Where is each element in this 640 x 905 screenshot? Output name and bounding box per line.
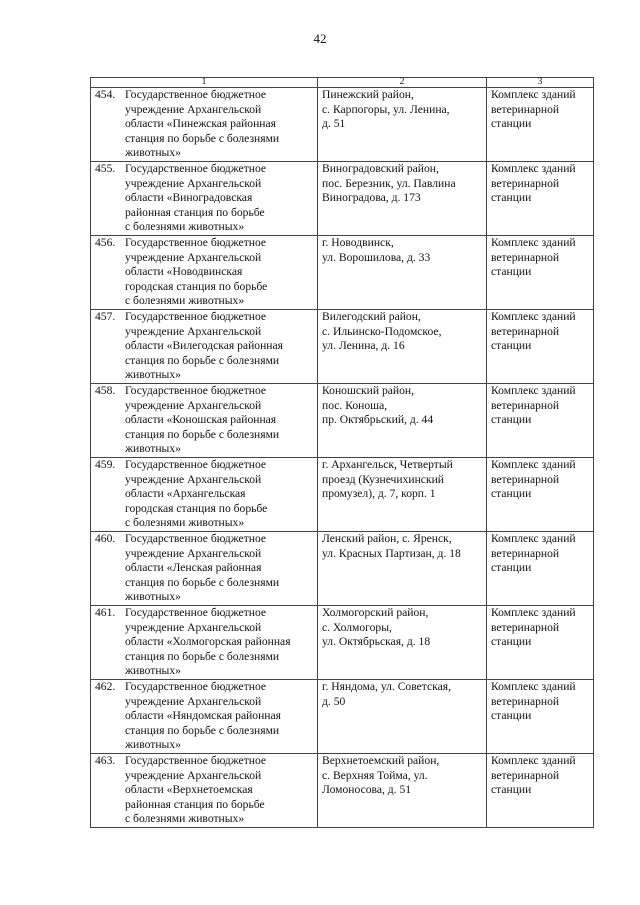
object-cell: Комплекс зданий ветеринарной станции: [487, 310, 594, 384]
column-header-2: 2: [318, 78, 487, 88]
organization-cell: [91, 606, 318, 680]
organization-cell: [91, 310, 318, 384]
object-cell: Комплекс зданий ветеринарной станции: [487, 458, 594, 532]
object-cell: Комплекс зданий ветеринарной станции: [487, 532, 594, 606]
object-cell: Комплекс зданий ветеринарной станции: [487, 754, 594, 828]
column-header-3: 3: [487, 78, 594, 88]
table-row: [91, 310, 594, 384]
row-number: 459.: [95, 458, 116, 471]
organization-cell: [91, 754, 318, 828]
object-cell: Комплекс зданий ветеринарной станции: [487, 384, 594, 458]
organization-name: Государственное бюджетное учреждение Архангельской области «Архангельская городская станция по борьбе с болезнями животных»: [125, 458, 268, 530]
table-row: [91, 236, 594, 310]
row-number: 454.: [95, 88, 116, 101]
organization-cell: [91, 532, 318, 606]
table-row: [91, 162, 594, 236]
table-row: [91, 458, 594, 532]
address-cell: Ленский район, с. Яренск, ул. Красных Партизан, д. 18: [318, 532, 487, 606]
organization-name: Государственное бюджетное учреждение Архангельской области «Няндомская районная станция по борьбе с болезнями животных»: [125, 680, 281, 752]
organization-name: Государственное бюджетное учреждение Архангельской области «Новодвинская городская станция по борьбе с болезнями животных»: [125, 236, 268, 308]
organization-cell: [91, 88, 318, 162]
address-cell: Холмогорский район, с. Холмогоры, ул. Октябрьская, д. 18: [318, 606, 487, 680]
organization-cell: [91, 680, 318, 754]
organization-cell: [91, 458, 318, 532]
table-row: [91, 384, 594, 458]
organization-name: Государственное бюджетное учреждение Архангельской области «Пинежская районная станция по борьбе с болезнями животных»: [125, 88, 280, 160]
table-row: [91, 606, 594, 680]
table-row: [91, 88, 594, 162]
object-cell: Комплекс зданий ветеринарной станции: [487, 88, 594, 162]
row-number: 458.: [95, 384, 116, 397]
address-cell: Коношский район, пос. Коноша, пр. Октябрьский, д. 44: [318, 384, 487, 458]
address-cell: г. Няндома, ул. Советская, д. 50: [318, 680, 487, 754]
object-cell: Комплекс зданий ветеринарной станции: [487, 606, 594, 680]
row-number: 457.: [95, 310, 116, 323]
table-header: [91, 78, 594, 88]
organization-cell: [91, 162, 318, 236]
object-cell: Комплекс зданий ветеринарной станции: [487, 162, 594, 236]
organization-name: Государственное бюджетное учреждение Архангельской области «Ленская районная станция по борьбе с болезнями животных»: [125, 532, 280, 604]
row-number: 456.: [95, 236, 116, 249]
row-number: 455.: [95, 162, 116, 175]
organization-name: Государственное бюджетное учреждение Архангельской области «Верхнетоемская районная станция по борьбе с болезнями животных»: [125, 754, 267, 826]
organization-cell: [91, 236, 318, 310]
row-number: 461.: [95, 606, 116, 619]
address-cell: Пинежский район, с. Карпогоры, ул. Ленина, д. 51: [318, 88, 487, 162]
organization-name: Государственное бюджетное учреждение Архангельской области «Вилегодская районная станция по борьбе с болезнями животных»: [125, 310, 283, 382]
column-header-1: 1: [91, 78, 318, 88]
header-row: [91, 78, 594, 88]
organization-name: Государственное бюджетное учреждение Архангельской области «Виноградовская районная станция по борьбе с болезнями животных»: [125, 162, 267, 234]
row-number: 460.: [95, 532, 116, 545]
table-row: [91, 532, 594, 606]
address-cell: Виноградовский район, пос. Березник, ул. Павлина Виноградова, д. 173: [318, 162, 487, 236]
row-number: 463.: [95, 754, 116, 767]
table-body: [91, 88, 594, 828]
address-cell: Вилегодский район, с. Ильинско-Подомское, ул. Ленина, д. 16: [318, 310, 487, 384]
address-cell: Верхнетоемский район, с. Верхняя Тойма, ул. Ломоносова, д. 51: [318, 754, 487, 828]
address-cell: г. Архангельск, Четвертый проезд (Кузнечихинский промузел), д. 7, корп. 1: [318, 458, 487, 532]
organization-name: Государственное бюджетное учреждение Архангельской области «Коношская районная станция по борьбе с болезнями животных»: [125, 384, 280, 456]
organization-cell: [91, 384, 318, 458]
table-row: [91, 754, 594, 828]
table-row: [91, 680, 594, 754]
object-cell: Комплекс зданий ветеринарной станции: [487, 236, 594, 310]
object-cell: Комплекс зданий ветеринарной станции: [487, 680, 594, 754]
address-cell: г. Новодвинск, ул. Ворошилова, д. 33: [318, 236, 487, 310]
organization-name: Государственное бюджетное учреждение Архангельской области «Холмогорская районная станция по борьбе с болезнями животных»: [125, 606, 291, 678]
row-number: 462.: [95, 680, 116, 693]
page-number: 42: [313, 31, 327, 46]
registry-table: [90, 77, 594, 828]
